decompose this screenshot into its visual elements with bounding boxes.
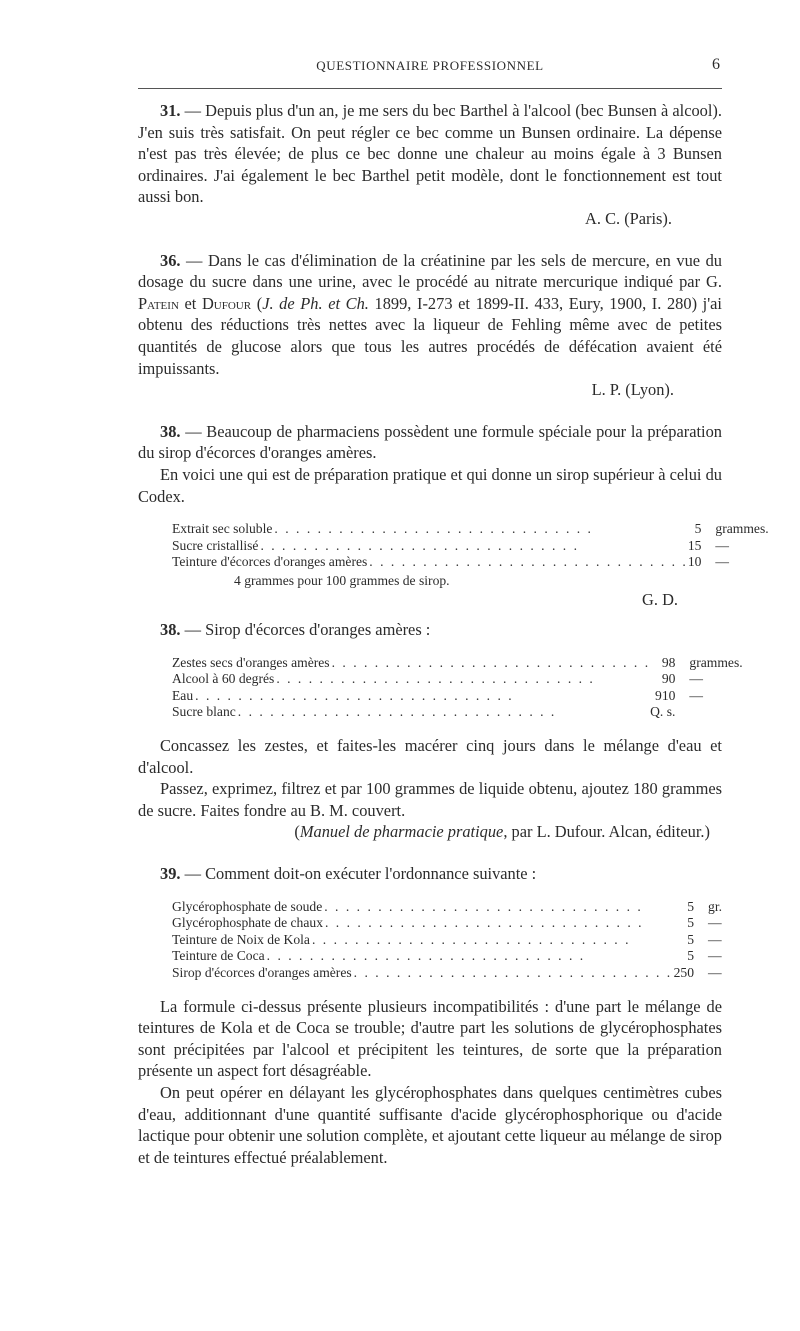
recipe-row: Sucre blanc . . . . . . . . . . . . . . . . . . . . . . . . . . . . . . Q. s. [172,704,676,720]
signature: A. C. (Paris). [585,208,672,228]
recipe-row: Teinture de Coca . . . . . . . . . . . . . . . . . . . . . . . . . . . . . . 5 — [172,948,722,964]
section-paragraph: En voici une qui est de préparation pratique et qui donne un sirop supérieur à celui du Codex. [138,464,722,506]
prescription-table [172,899,722,982]
author-name: Patein [138,293,179,313]
section-39: 39. — Comment doit-on exécuter l'ordonnance suivante : [160,864,537,883]
recipe-row: Alcool à 60 degrés . . . . . . . . . . . . . . . . . . . . . . . . . . . . . . 90 — [172,671,704,687]
section-number: 31. [160,101,181,120]
section-number: 38. [160,421,181,441]
running-header [138,58,722,89]
recipe-row: Extrait sec soluble . . . . . . . . . . . . . . . . . . . . . . . . . . . . . . 5 grammes. [172,521,769,537]
author-name: Dufour [201,293,252,313]
recipe-row: Glycérophosphate de soude . . . . . . . . . . . . . . . . . . . . . . . . . . . . . . 5 gr. [172,898,722,914]
section-number: 38. [160,620,181,640]
section-paragraph: La formule ci-dessus présente plusieurs incompatibilités : d'une part le mélange de teintures de Kola et de Coca se trouble; d'autre part les solutions de glycérophosphates sont précipitées par l'alcool et précipitent les teintures, de sorte que la préparation présente un aspect fort désagréable. [138,996,722,1081]
section-38-first: 38. — Beaucoup de pharmaciens possèdent une formule spéciale pour la préparation du sirop d'écorces d'oranges amères. [138,421,722,463]
recipe-row: Eau . . . . . . . . . . . . . . . . . . . . . . . . . . . . . . 910 — [172,687,704,703]
section-36: 36. — Dans le cas d'élimination de la créatinine par les sels de mercure, en vue du dosage du sucre dans une urine, avec le procédé au nitrate mercurique indiqué par G. Patein et Dufour (J. de Ph. et Ch. 1899, I-273 et 1899-II. 433, Eury, 1900, I. 280) j'ai obtenu des réductions très nettes avec la liqueur de Fehling même avec de petites quantités de glucose alors que tous les autres procédés de défécation avaient été impuissants. [138,250,722,378]
section-number: 36. [160,250,181,270]
recipe-table [172,521,769,571]
header-title: QUESTIONNAIRE PROFESSIONNEL [316,58,544,73]
signature: L. P. (Lyon). [591,380,674,400]
section-paragraph: On peut opérer en délayant les glycérophosphates dans quelques centimètres cubes d'eau, additionnant d'une quantité suffisante d'acide glycérophosphorique ou d'acide lactique pour obtenir une solution complète, et ajoutant cette liqueur au mélange de sirop et de teintures effectué préalablement. [138,1082,722,1167]
signature: G. D. [642,590,678,610]
page-number: 6 [712,56,720,73]
recipe-row: Teinture de Noix de Kola . . . . . . . . . . . . . . . . . . . . . . . . . . . . . . 5 — [172,931,722,947]
recipe-row: Glycérophosphate de chaux . . . . . . . . . . . . . . . . . . . . . . . . . . . . . . 5 — [172,915,722,931]
recipe-row: Zestes secs d'oranges amères . . . . . . . . . . . . . . . . . . . . . . . . . . . . . . 98 grammes. [172,654,743,670]
recipe-row: Teinture d'écorces d'oranges amères . . . . . . . . . . . . . . . . . . . . . . . . . . . . . . 10 — [172,554,729,570]
recipe-row: Sucre cristallisé . . . . . . . . . . . . . . . . . . . . . . . . . . . . . . 15 — [172,537,729,553]
section-number: 39. [160,864,181,883]
book-title: Manuel de pharmacie pratique [299,822,504,842]
section-paragraph: Concassez les zestes, et faites-les macérer cinq jours dans le mélange d'eau et d'alcool. [138,736,722,777]
bibliographic-reference: (Manuel de pharmacie pratique, par L. Dufour. Alcan, éditeur.) [294,822,710,842]
section-text: — Depuis plus d'un an, je me sers du bec Barthel à l'alcool (bec Bunsen à alcool). J'en suis très satisfait. On peut régler ce bec comme un Bunsen ordinaire. La dépense n'est pas très élevée; de plus ce bec donne une chaleur au moins égale à 3 Bunsen ordinaires. J'ai également le bec Barthel petit modèle, dont le fonctionnement est tout aussi bon. [138,101,722,207]
recipe-note: 4 grammes pour 100 grammes de sirop. [234,572,450,588]
section-31 [138,100,722,208]
page-content [138,100,769,1168]
recipe-table [172,655,743,721]
section-38-second: 38. — Sirop d'écorces d'oranges amères : [160,620,431,640]
journal-ref: J. de Ph. et Ch. [262,293,369,313]
section-paragraph: Passez, exprimez, filtrez et par 100 grammes de liquide obtenu, ajoutez 180 grammes de sucre. Faites fondre au B. M. couvert. [138,779,722,820]
recipe-row: Sirop d'écorces d'oranges amères . . . . . . . . . . . . . . . . . . . . . . . . . . . . . . 250 — [172,964,722,980]
